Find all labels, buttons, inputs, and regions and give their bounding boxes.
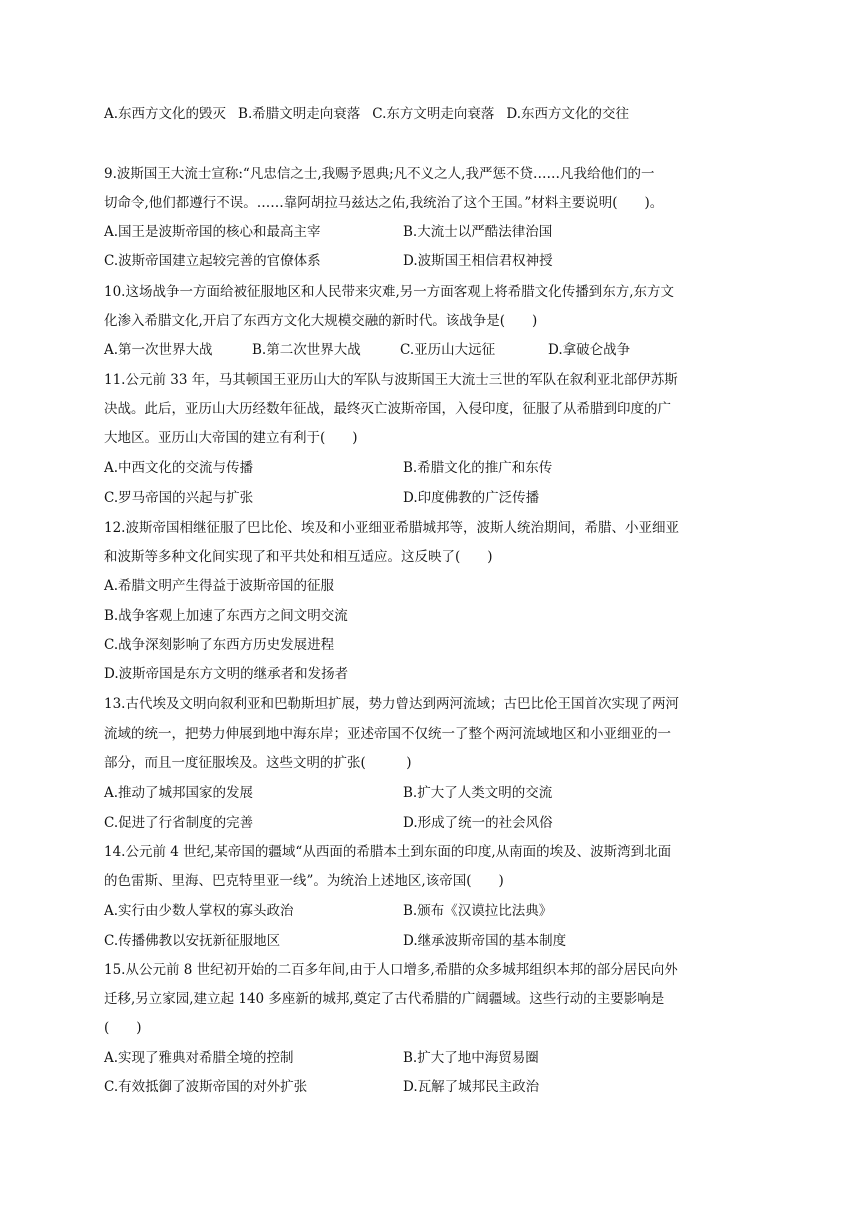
q13-stem-line-2: 流域的统一，把势力伸展到地中海东岸；亚述帝国不仅统一了整个两河流域地区和小亚细亚的一 — [104, 726, 671, 742]
q13-option-a: A.推动了城邦国家的发展 — [104, 785, 254, 801]
q15-option-b: B.扩大了地中海贸易圈 — [403, 1050, 539, 1066]
q10-option-d: D.拿破仑战争 — [548, 342, 631, 358]
q9-option-a: A.国王是波斯帝国的核心和最高主宰 — [104, 224, 321, 240]
q8-option-c: C.东方文明走向衰落 — [372, 106, 495, 122]
q13-stem-line-3: 部分，而且一度征服埃及。这些文明的扩张( ) — [104, 755, 412, 771]
q11-stem-line-2: 决战。此后，亚历山大历经数年征战，最终灭亡波斯帝国，入侵印度，征服了从希腊到印度的广 — [104, 401, 671, 417]
q11-stem-line-3: 大地区。亚历山大帝国的建立有利于( ) — [104, 430, 358, 446]
q14-stem-line-1: 14.公元前 4 世纪,某帝国的疆域“从西面的希腊本土到东面的印度,从南面的埃及、波斯湾到北面 — [104, 844, 672, 860]
q15-stem-line-3: ( ) — [104, 1020, 142, 1036]
q14-stem-line-2: 的色雷斯、里海、巴克特里亚一线”。为统治上述地区,该帝国( ) — [104, 873, 504, 889]
q10-stem-line-2: 化渗入希腊文化,开启了东西方文化大规模交融的新时代。该战争是( ) — [104, 313, 538, 329]
q11-option-b: B.希腊文化的推广和东传 — [403, 460, 553, 476]
q12-option-a: A.希腊文明产生得益于波斯帝国的征服 — [104, 578, 335, 594]
q8-options — [104, 104, 641, 124]
q12-option-c: C.战争深刻影响了东西方历史发展进程 — [104, 637, 335, 653]
q10-stem-line-1: 10.这场战争一方面给被征服地区和人民带来灾难,另一方面客观上将希腊文化传播到东方,东方文 — [104, 284, 675, 300]
q10-option-b: B.第二次世界大战 — [252, 342, 361, 358]
q9-option-d: D.波斯国王相信君权神授 — [403, 253, 553, 269]
q11-option-c: C.罗马帝国的兴起与扩张 — [104, 490, 254, 506]
q14-option-a: A.实行由少数人掌权的寡头政治 — [104, 903, 294, 919]
q15-option-d: D.瓦解了城邦民主政治 — [403, 1079, 540, 1095]
q8-option-a: A.东西方文化的毁灭 — [104, 106, 227, 122]
q8-option-b: B.希腊文明走向衰落 — [238, 106, 361, 122]
q11-option-d: D.印度佛教的广泛传播 — [403, 490, 540, 506]
q11-stem-line-1: 11.公元前 33 年，马其顿国王亚历山大的军队与波斯国王大流士三世的军队在叙利亚北部伊苏斯 — [104, 372, 678, 388]
q10-options — [104, 340, 630, 360]
q11-option-a: A.中西文化的交流与传播 — [104, 460, 254, 476]
q9-option-b: B.大流士以严酷法律治国 — [403, 224, 553, 240]
q9-stem-line-1: 9.波斯国王大流士宣称:“凡忠信之士,我赐予恩典;凡不义之人,我严惩不贷……凡我给他们的一 — [104, 166, 655, 182]
q8-option-d: D.东西方文化的交往 — [506, 106, 630, 122]
q10-option-a: A.第一次世界大战 — [104, 342, 213, 358]
q12-option-b: B.战争客观上加速了东西方之间文明交流 — [104, 608, 348, 624]
q14-option-b: B.颁布《汉谟拉比法典》 — [403, 903, 553, 919]
q12-option-d: D.波斯帝国是东方文明的继承者和发扬者 — [104, 666, 349, 682]
q15-stem-line-1: 15.从公元前 8 世纪初开始的二百多年间,由于人口增多,希腊的众多城邦组织本邦的部分居民向外 — [104, 962, 678, 978]
q15-stem-line-2: 迁移,另立家园,建立起 140 多座新的城邦,奠定了古代希腊的广阔疆域。这些行动的主要影响是 — [104, 991, 665, 1007]
q13-option-d: D.形成了统一的社会风俗 — [403, 815, 553, 831]
q9-stem-line-2: 切命令,他们都遵行不误。……靠阿胡拉马兹达之佑,我统治了这个王国。”材料主要说明( )。 — [104, 195, 664, 211]
q13-stem-line-1: 13.古代埃及文明向叙利亚和巴勒斯坦扩展，势力曾达到两河流域；古巴比伦王国首次实现了两河 — [104, 696, 679, 712]
q12-stem-line-1: 12.波斯帝国相继征服了巴比伦、埃及和小亚细亚希腊城邦等，波斯人统治期间，希腊、小亚细亚 — [104, 520, 679, 536]
q13-option-c: C.促进了行省制度的完善 — [104, 815, 254, 831]
q14-option-d: D.继承波斯帝国的基本制度 — [403, 933, 567, 949]
q14-option-c: C.传播佛教以安抚新征服地区 — [104, 933, 281, 949]
q15-option-c: C.有效抵御了波斯帝国的对外扩张 — [104, 1079, 308, 1095]
q9-option-c: C.波斯帝国建立起较完善的官僚体系 — [104, 253, 321, 269]
q12-stem-line-2: 和波斯等多种文化间实现了和平共处和相互适应。这反映了( ) — [104, 549, 493, 565]
q10-option-c: C.亚历山大远征 — [400, 342, 496, 358]
q15-option-a: A.实现了雅典对希腊全境的控制 — [104, 1050, 294, 1066]
q13-option-b: B.扩大了人类文明的交流 — [403, 785, 553, 801]
